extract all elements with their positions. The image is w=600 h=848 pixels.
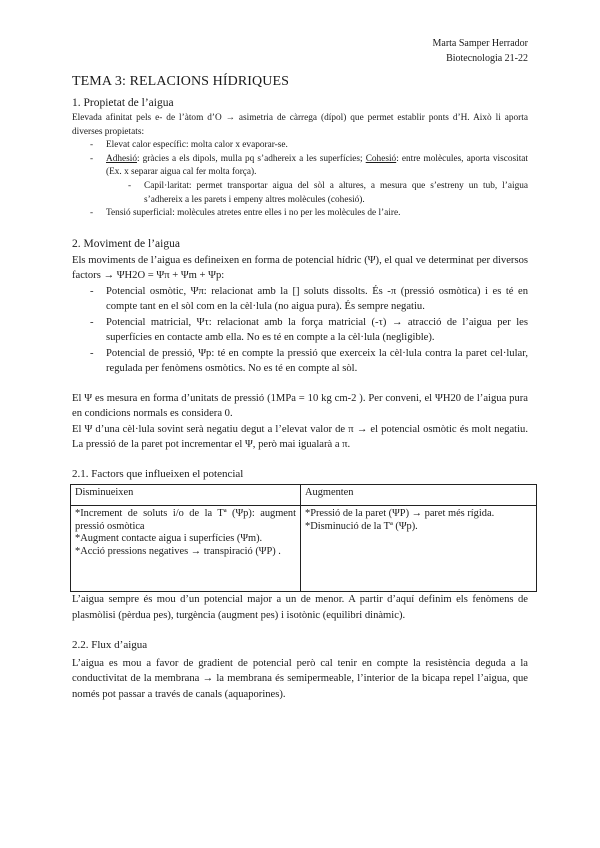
course-name: Biotecnologia 21-22 — [446, 53, 528, 64]
potentials-list — [72, 284, 528, 377]
term-cohesio: Cohesió — [365, 153, 397, 164]
list-item: - Tensió superficial: molècules atretes entre elles i no per les molècules de l’aire. — [72, 207, 528, 221]
table-cell-line: *Augment contacte aigua i superfícies (Ψm). — [75, 533, 263, 545]
section-2-intro: Els moviments de l’aigua es defineixen en forma de potencial hídric (Ψ), el qual ve determinat per diversos factors → ΨH2O = Ψπ + Ψm + Ψp: — [72, 254, 528, 282]
increase-cell — [301, 506, 537, 592]
section-1-intro: Elevada afinitat pels e- de l’àtom d’O → asimetria de càrrega (dípol) que permet establir ponts d’H. Això li aporta diverses propietats: — [72, 113, 528, 137]
table-header-increase: Augmenten — [301, 485, 537, 506]
table-row — [71, 506, 537, 592]
table-cell-line: *Acció pressions negatives → transpiració (ΨP) . — [75, 545, 281, 557]
author-name: Marta Samper Herrador — [432, 38, 528, 49]
section-1-heading: 1. Propietat de l’aigua — [72, 97, 174, 109]
list-item: - Potencial osmòtic, Ψπ: relacionat amb la [] soluts dissolts. És -π (pressió osmòtica) i es té en compte tant en el sòl com en la cèl·lula (no aigua pura). És sempre negatiu. — [72, 284, 528, 315]
factors-table — [70, 484, 537, 592]
units-paragraph: El Ψ es mesura en forma d’unitats de pressió (1MPa = 10 kg cm-2 ). Per conveni, el ΨH20 de l’aigua pura en condicions normals es considera 0. — [72, 392, 528, 420]
list-item: - Elevat calor específic: molta calor x evaporar-se. — [72, 139, 528, 153]
potential-direction-paragraph: L’aigua sempre és mou d’un potencial major a un de menor. A partir d’aquí definim els fenòmens de plasmòlisi (pèrdua pes), turgència (augment pes) i isotònic (equilibri dinàmic). — [72, 594, 528, 621]
table-cell-line: *Disminució de la Tª (Ψp). — [305, 520, 418, 532]
section-2-2-heading: 2.2. Flux d’aigua — [72, 639, 148, 652]
document-title: TEMA 3: RELACIONS HÍDRIQUES — [72, 74, 289, 89]
page-header — [432, 36, 528, 66]
list-item: - Potencial de pressió, Ψp: té en compte la pressió que exerceix la cèl·lula contra la paret cel·lular, regulada per fenòmens osmòtics. No es té en compte al sòl. — [72, 346, 528, 377]
list-item: - Capil·laritat: permet transportar aigua del sòl a altures, a mesura que s’estreny un tub, l’aigua s’adhereix a les parets i empeny altres molècules (cohesió). — [72, 180, 528, 207]
cell-potential-paragraph: El Ψ d’una cèl·lula sovint serà negatiu degut a l’elevat valor de π → el potencial osmòtic és molt negatiu. La pressió de la paret pot incrementar el Ψ, però mai igualarà a π. — [72, 423, 528, 451]
list-item: - Adhesió: gràcies a els dipols, mulla pq s’adhereix a les superfícies; Cohesió: entre molècules, aporta viscositat (Ex. x separar aigua cal fer molta força). — [72, 153, 528, 180]
section-2-heading: 2. Moviment de l’aigua — [72, 237, 180, 250]
list-item: - Potencial matricial, Ψτ: relacionat amb la força matricial (-τ) → atracció de l’aigua per les superfícies en contacte amb ella. No es té en compte a la cèl·lula (negligible). — [72, 315, 528, 346]
table-header-decrease: Disminueixen — [71, 485, 301, 506]
document-body — [72, 73, 528, 702]
table-header-row — [71, 485, 537, 506]
term-adhesio: Adhesió — [106, 153, 137, 164]
table-cell-line: *Pressió de la paret (ΨP) → paret més rígida. — [305, 508, 495, 520]
table-cell-line: *Increment de soluts i/o de la Tª (Ψp): augment pressió osmòtica — [75, 508, 296, 532]
decrease-cell — [71, 506, 301, 592]
properties-list — [72, 139, 528, 221]
water-flux-paragraph: L’aigua es mou a favor de gradient de potencial però cal tenir en compte la resistència deguda a la conductivitat de la membrana → la membrana és semipermeable, l’interior de la bicapa repel l’aigua, que només pot passar a través de canals (aquaporines). — [72, 657, 528, 700]
section-2-1-heading: 2.1. Factors que influeixen el potencial — [72, 467, 244, 480]
